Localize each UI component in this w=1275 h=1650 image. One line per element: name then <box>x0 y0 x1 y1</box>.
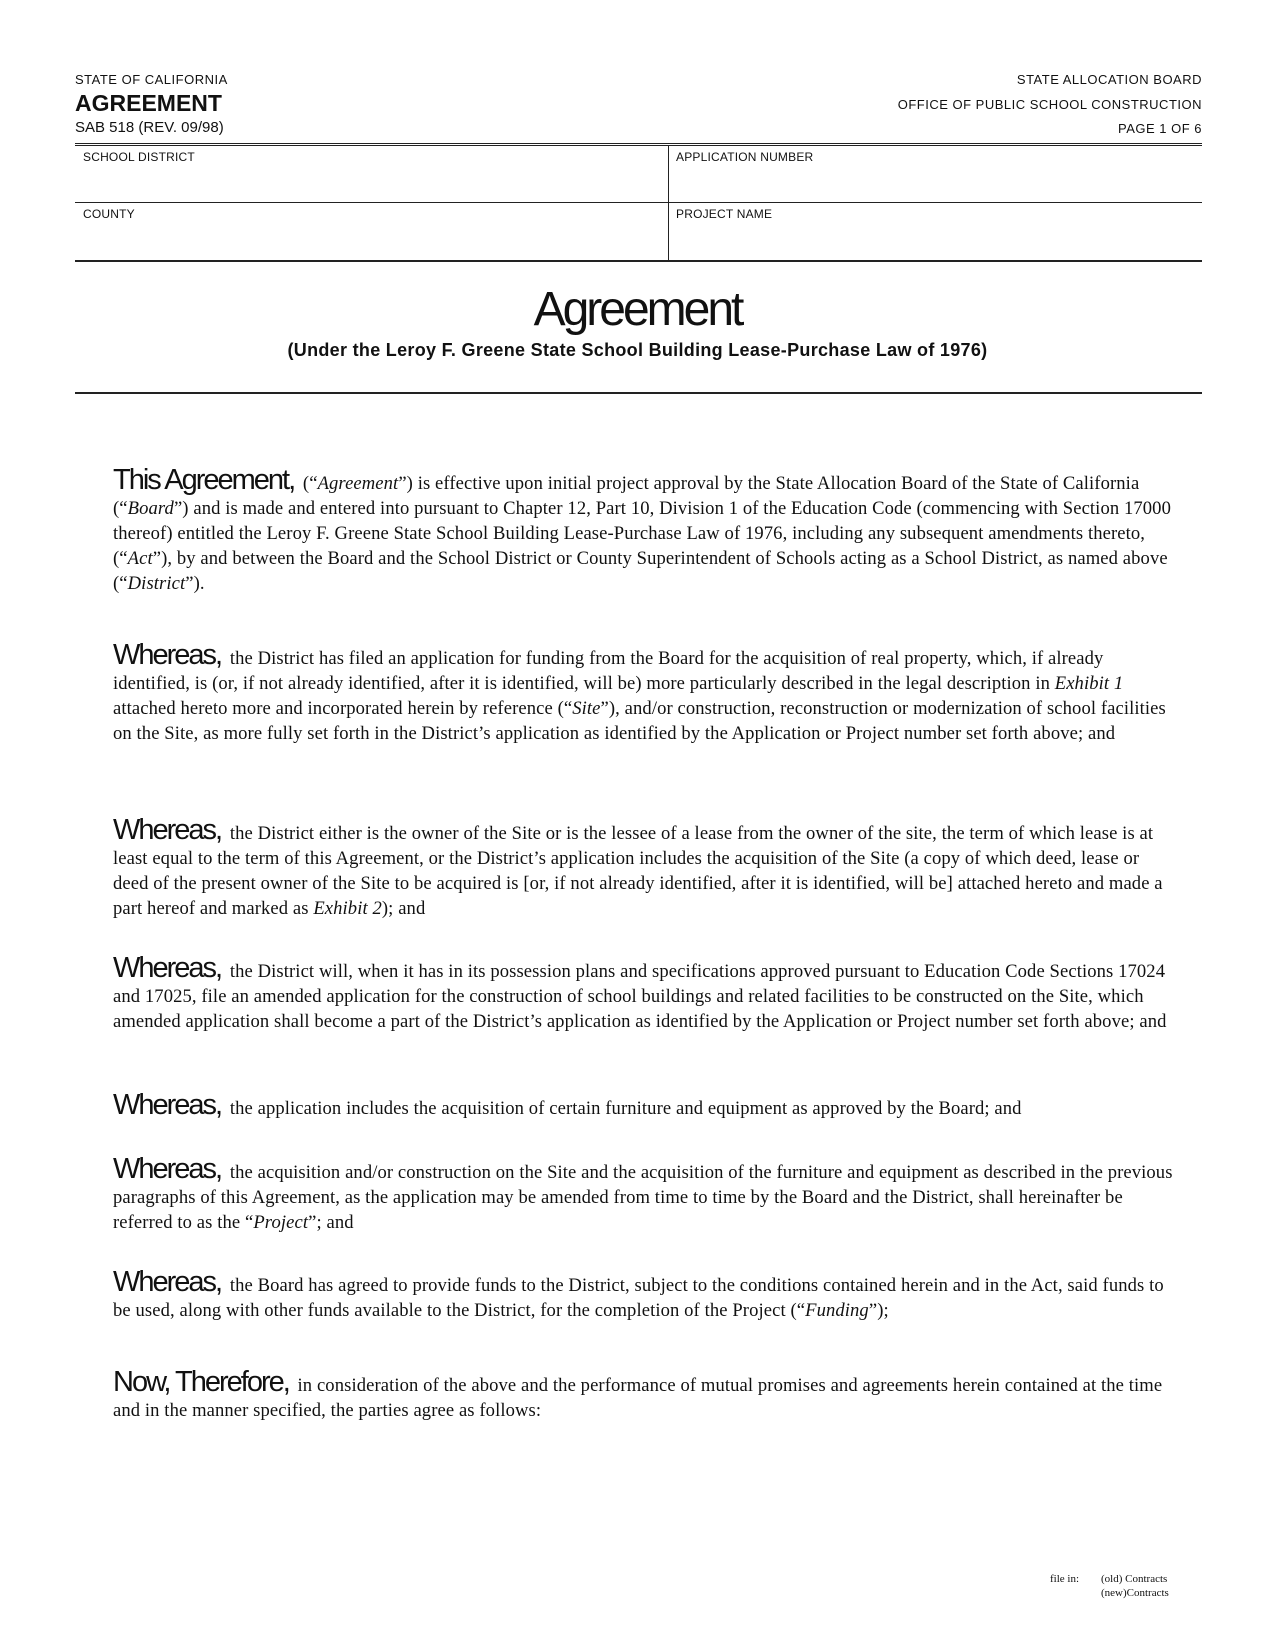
recital-agreement <box>113 464 1173 596</box>
file-in-label: file in: <box>1050 1573 1080 1585</box>
state-label: STATE OF CALIFORNIA <box>75 72 228 87</box>
recital-whereas-project <box>113 1153 1173 1235</box>
file-locations <box>1101 1572 1169 1600</box>
project-name-field[interactable] <box>676 207 772 221</box>
paragraph-text: ”), and/or construction, reconstruction or modernization of school facilities on the Site, as more fully set forth in the District’s application as identified by the Application or Project number set forth above; and <box>113 698 1166 744</box>
file-old-contracts: (old) Contracts <box>1101 1573 1168 1585</box>
operative-clause <box>113 1366 1173 1423</box>
paragraph-lead: Whereas, <box>113 1266 222 1298</box>
field-divider-horizontal <box>75 202 1202 203</box>
county-label: COUNTY <box>83 207 135 221</box>
paragraph-text: the District will, when it has in its possession plans and specifications approved pursuant to Education Code Sections 17024 and 17025, file an amended application for the construction of school buildings and related facilities to be constructed on the Site, which amended application shall become a part of the District’s application as identified by the Application or Project number set forth above; and <box>113 961 1167 1032</box>
defined-term: Act <box>127 548 153 569</box>
paragraph-text: ”) is effective upon initial project approval by the State Allocation Board of the State of California (“ <box>113 473 1140 519</box>
paragraph-body <box>225 1098 1021 1119</box>
recital-whereas-equipment <box>113 1089 1173 1121</box>
application-number-label: APPLICATION NUMBER <box>676 150 814 164</box>
paragraph-text: attached hereto more and incorporated herein by reference (“ <box>113 698 573 719</box>
paragraph-text: the District either is the owner of the Site or is the lessee of a lease from the owner of the site, the term of which lease is at least equal to the term of this Agreement, or the District’s application includes the acquisition of the Site (a copy of which deed, lease or deed of the present owner of the Site to be acquired is [or, if not already identified, after it is identified, will be] attached hereto and made a part hereof and marked as <box>113 823 1163 919</box>
defined-term: Project <box>253 1212 309 1233</box>
paragraph-text: (“ <box>298 473 318 494</box>
paragraph-text: the District has filed an application for funding from the Board for the acquisition of real property, which, if already identified, is (or, if not already identified, after it is identified, will be) more particularly described in the legal description in <box>113 648 1104 694</box>
form-header-left <box>75 72 475 138</box>
defined-term: Exhibit 1 <box>1054 673 1124 694</box>
field-divider-vertical <box>668 146 669 262</box>
paragraph-text: the application includes the acquisition of certain furniture and equipment as approved by the Board; and <box>225 1098 1022 1119</box>
paragraph-text: ”; and <box>308 1212 354 1233</box>
defined-term: Agreement <box>317 473 399 494</box>
form-title: AGREEMENT <box>75 90 222 116</box>
paragraph-body <box>113 1162 1173 1233</box>
paragraph-body <box>113 1275 1164 1321</box>
paragraph-body <box>113 961 1167 1032</box>
paragraph-text: the Board has agreed to provide funds to the District, subject to the conditions contained herein and in the Act, said funds to be used, along with other funds available to the District, for the completion of the Project (“ <box>113 1275 1164 1321</box>
form-number: SAB 518 (REV. 09/98) <box>75 119 224 136</box>
project-name-label: PROJECT NAME <box>676 207 773 221</box>
paragraph-text: ”), by and between the Board and the School District or County Superintendent of Schools acting as a School District, as named above (“ <box>113 548 1168 594</box>
recital-whereas-funding <box>113 1266 1173 1323</box>
paragraph-text: the acquisition and/or construction on the Site and the acquisition of the furniture and equipment as described in the previous paragraphs of this Agreement, as the application may be amended from time to time by the Board and the District, shall hereinafter be referred to as the “ <box>113 1162 1173 1233</box>
defined-term: Funding <box>805 1300 869 1321</box>
title-divider <box>75 392 1202 394</box>
document-title: Agreement <box>533 283 742 336</box>
field-divider-bottom <box>75 260 1202 262</box>
paragraph-text: ”). <box>185 573 205 594</box>
defined-term: Board <box>127 498 174 519</box>
paragraph-lead: Whereas, <box>113 1089 222 1121</box>
county-field[interactable] <box>83 207 135 221</box>
recital-whereas-site <box>113 814 1173 921</box>
paragraph-body <box>113 648 1166 744</box>
paragraph-text: ”); <box>868 1300 889 1321</box>
paragraph-lead: Whereas, <box>113 952 222 984</box>
recital-whereas-plans <box>113 952 1173 1034</box>
form-header-right <box>702 72 1202 137</box>
recital-whereas-application <box>113 639 1173 746</box>
school-district-label: SCHOOL DISTRICT <box>83 150 195 164</box>
board-label: STATE ALLOCATION BOARD <box>1016 72 1202 87</box>
file-new-contracts: (new)Contracts <box>1101 1587 1169 1599</box>
page-indicator: PAGE 1 OF 6 <box>1117 121 1202 136</box>
school-district-field[interactable] <box>83 150 195 164</box>
defined-term: District <box>127 573 186 594</box>
paragraph-lead: Whereas, <box>113 1153 222 1185</box>
defined-term: Exhibit 2 <box>313 898 382 919</box>
paragraph-lead: Now, Therefore, <box>113 1366 289 1398</box>
paragraph-lead: Whereas, <box>113 639 222 671</box>
form-fields-grid <box>75 143 1202 262</box>
paragraph-text: ); and <box>381 898 426 919</box>
paragraph-lead: This Agreement, <box>113 464 295 496</box>
paragraph-text: ”) and is made and entered into pursuant to Chapter 12, Part 10, Division 1 of the Education Code (commencing with Section 17000 thereof) entitled the Leroy F. Greene State School Building Lease-Purchase Law of 1976, including any subsequent amendments thereto, (“ <box>113 498 1171 569</box>
office-label: OFFICE OF PUBLIC SCHOOL CONSTRUCTION <box>897 97 1202 112</box>
application-number-field[interactable] <box>676 150 813 164</box>
document-subtitle: (Under the Leroy F. Greene State School Building Lease-Purchase Law of 1976) <box>287 340 988 360</box>
paragraph-lead: Whereas, <box>113 814 222 846</box>
paragraph-text: in consideration of the above and the performance of mutual promises and agreements herein contained at the time and in the manner specified, the parties agree as follows: <box>113 1375 1163 1421</box>
defined-term: Site <box>572 698 601 719</box>
paragraph-body <box>113 823 1163 919</box>
